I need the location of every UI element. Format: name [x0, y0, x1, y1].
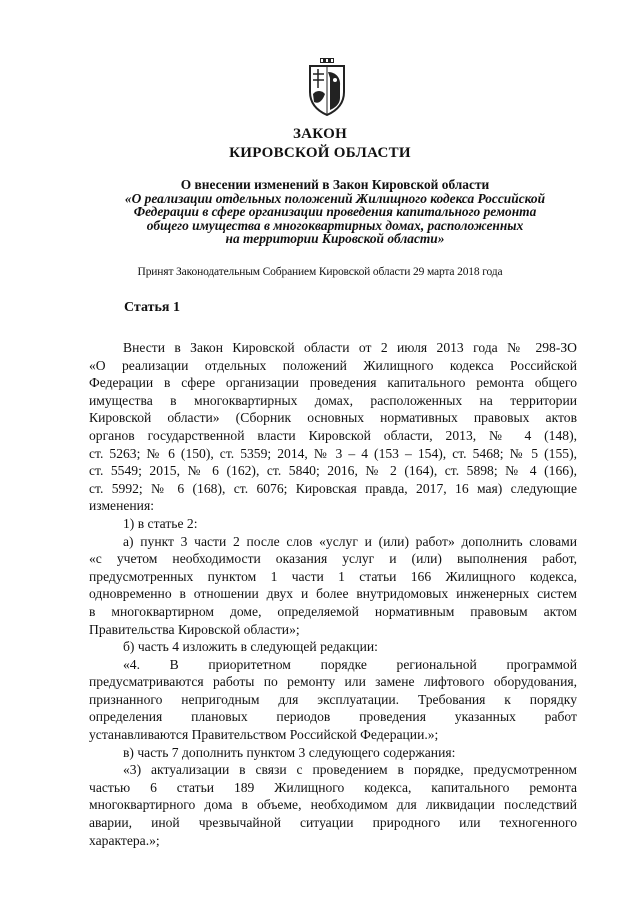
body-line: ст. 5549; 2015, № 6 (162), ст. 5840; 2016, № 2 (164), ст. 5898; № 4 (166),	[89, 463, 577, 479]
body-line: многоквартирного дома в объеме, необходимом для ликвидации последствий	[89, 797, 577, 813]
body-line: в многоквартирном доме, определяемой нормативным правовым актом	[89, 603, 577, 619]
body-line: «3) актуализации в связи с проведением в порядке, предусмотренном	[123, 762, 577, 778]
body-line: Внести в Закон Кировской области от 2 июля 2013 года № 298-ЗО	[123, 340, 577, 355]
body-line: Кировской области» (Сборник основных нормативных правовых актов	[89, 410, 577, 426]
coat-of-arms-icon	[306, 58, 348, 116]
subtitle-line: на территории Кировской области»	[225, 231, 445, 247]
body-line: характера.»;	[89, 832, 160, 848]
body-line: «с учетом необходимости оказания услуг и (или) выполнения работ,	[89, 551, 577, 567]
body-line: ст. 5992; № 6 (168), ст. 6076; Кировская правда, 2017, 16 мая) следующие	[89, 480, 577, 496]
body-line: изменения:	[89, 498, 154, 514]
body-line: предусмотренных пунктом 1 части 1 статьи 166 Жилищного кодекса,	[89, 568, 577, 584]
body-line: частью 6 статьи 189 Жилищного кодекса, капитального ремонта	[89, 779, 577, 795]
law-subtitle	[90, 178, 580, 246]
body-line: б) часть 4 изложить в следующей редакции:	[123, 639, 378, 655]
subtitle-line: общего имущества в многоквартирных домах, расположенных	[146, 217, 524, 233]
body-line: устанавливаются Правительством Российской Федерации.»;	[89, 727, 439, 743]
body-line: 1) в статье 2:	[123, 515, 198, 531]
body-line: органов государственной власти Кировской области, 2013, № 4 (148),	[89, 427, 577, 443]
body-line: Федерации в сфере организации проведения капитального ремонта общего	[89, 375, 577, 391]
body-line: имущества в многоквартирных домах, расположенных на территории	[89, 392, 577, 408]
body-line: аварии, иной чрезвычайной ситуации природного или техногенного	[89, 815, 577, 831]
body-line: а) пункт 3 части 2 после слов «услуг и (или) работ» дополнить словами	[123, 533, 577, 549]
body-line: ст. 5263; № 6 (150), ст. 5359; 2014, № 3 – 4 (153 – 154), ст. 5468; № 5 (155),	[89, 445, 577, 461]
body-line: «О реализации отдельных положений Жилищного кодекса Российской	[89, 357, 577, 373]
body-line: предусматриваются работы по ремонту или замене лифтового оборудования,	[89, 674, 577, 690]
body-line: одновременно в отношении двух и более внутридомовых инженерных систем	[89, 586, 577, 602]
body-line: «4. В приоритетном порядке региональной программой	[123, 656, 577, 672]
body-line: в) часть 7 дополнить пунктом 3 следующего содержания:	[123, 744, 456, 760]
law-title: ЗАКОН	[292, 126, 348, 142]
article-body	[89, 339, 577, 849]
law-region: КИРОВСКОЙ ОБЛАСТИ	[229, 145, 411, 161]
subtitle-line: Федерации в сфере организации проведения капитального ремонта	[133, 204, 537, 220]
subtitle-line: О внесении изменений в Закон Кировской области	[180, 177, 490, 192]
body-line: признанного непригодным для эксплуатации. Требования к порядку	[89, 691, 577, 707]
body-line: Правительства Кировской области»;	[89, 621, 300, 637]
subtitle-line: «О реализации отдельных положений Жилищного кодекса Российской	[124, 190, 546, 206]
body-line: определения плановых периодов проведения указанных работ	[89, 709, 577, 725]
adoption-note: Принят Законодательным Собранием Кировской области 29 марта 2018 года	[137, 266, 503, 278]
article-heading: Статья 1	[124, 300, 180, 315]
